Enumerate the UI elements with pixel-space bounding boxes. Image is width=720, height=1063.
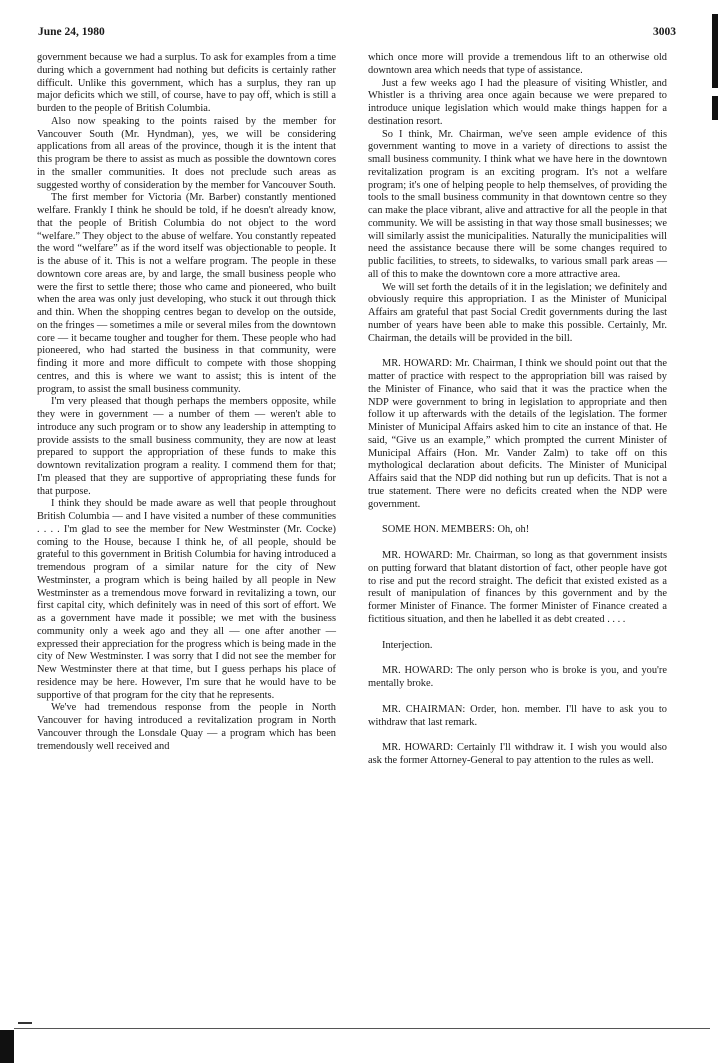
scan-edge-mark: [712, 96, 718, 120]
speech-paragraph: MR. HOWARD: Certainly I'll withdraw it. I wish you would also ask the former Attorney-General to pay attention to the rules as well.: [368, 742, 667, 766]
right-column: [368, 52, 667, 768]
paragraph: Also now speaking to the points raised by the member for Vancouver South (Mr. Hyndman), yes, we will be considering applications from all areas of the province, though it is the intent that this program be there to assist as much as possible the downtown cores in the smaller communities. It does not preclude such areas as suggested worthy of consideration by the member for Vancouver South.: [37, 115, 336, 191]
interjection: Interjection.: [382, 639, 433, 651]
scan-edge-mark: [712, 14, 718, 88]
speech-paragraph: MR. HOWARD: Mr. Chairman, so long as that government insists on putting forward that blatant distortion of fact, other people have got to rise and put the record straight. The deficit that existed existed as a result of manipulation of finances by this government and by the former Minister of Finance. The former Minister of Finance created a fictitious situation, and then he labelled it as debt created . . . .: [368, 550, 667, 625]
paragraph: The first member for Victoria (Mr. Barber) constantly mentioned welfare. Frankly I think he should be told, if he doesn't already know, that the people of British Columbia do not object to the word “welfare.” They object to the abuse of welfare. You constantly repeated the word “welfare” as if the word itself was objectionable to people. It is the abuse of it. This is not a welfare program. The people in these downtown core areas are, by and large, the small business people who were the first to settle there; those who came and pioneered, who built when the area was only just developing, who stuck it out through thick and thin. When the shopping centres began to develop on the outside, on the fringes — sometimes a mile or several miles from the downtown core — it became tougher and tougher for them. These people who had pioneered, who had started the business in that community, were finding it more and more difficult to compete with those shopping centres, and this is where we want to assist; this is intent of the program, to assist the small business community.: [37, 192, 336, 395]
paragraph: We've had tremendous response from the people in North Vancouver for having introduced a revitalization program in North Vancouver through the Lonsdale Quay — a program which has been tremendously well received and: [37, 702, 336, 752]
speech-paragraph: MR. HOWARD: The only person who is broke is you, and you're mentally broke.: [368, 665, 667, 689]
paragraph: I think they should be made aware as well that people throughout British Columbia — and I have visited a number of these communities . . . . I'm glad to see the member for New Westminster (Mr. Cocke) coming to the House, because I think he, of all people, should be grateful to this government in British Columbia for having introduced a tremendous program of a similar nature for the city of New Westminster, a program which is being hailed by all people in New Westminster as a tremendous move forward in revitalizing a town, our first capital city, which definitely was in need of this sort of effort. We as a government have made it possible; we met with the business community only a week ago and they all — one after another — expressed their appreciation for the progress which is being made in the city of New Westminster. I was sorry that I did not see the member for New Westminster there at that time, but I guess perhaps his place of residence may be here. However, I'm sure that he would have to be supportive of that program for the city that he represents.: [37, 498, 336, 701]
speech-paragraph: MR. CHAIRMAN: Order, hon. member. I'll have to ask you to withdraw that last remark.: [368, 703, 667, 728]
scan-edge-mark: [18, 1022, 32, 1024]
scan-edge-mark: [0, 1030, 14, 1063]
paragraph: I'm very pleased that though perhaps the members opposite, while they were in government — a number of them — weren't able to introduce any such program or to show any leadership in attempting to provide assists to the small business community, they are now at least prepared to support the appropriation of these funds to make this downtown revitalization program a reality. I commend them for that; I'm pleased that they are supportive of appropriating these funds for that purpose.: [37, 396, 336, 497]
paragraph: We will set forth the details of it in the legislation; we definitely and obviously require this appropriation. I as the Minister of Municipal Affairs am grateful that past Social Credit governments during the last number of years have been able to make this possible. Certainly, Mr. Chairman, the details will be provided in the bill.: [368, 281, 667, 344]
paragraph: So I think, Mr. Chairman, we've seen ample evidence of this government wanting to move in a variety of directions to assist the small business community. I think what we have here in the downtown revitalization program is an exciting program. It's not a welfare program; it's one of helping people to help themselves, of providing the tools to the small business community in that downtown centre so they can make the place vibrant, alive and attractive for all the people in that community. We will be assisting in that way those small businesses; we will similarly assist the municipalities. Naturally the municipalities will need the assistance because there will be some changes required to public facilities, to streets, to sidewalks, to various small park areas — all of this to make the downtown core a more attractive area.: [368, 128, 667, 280]
page-number: 3003: [653, 26, 676, 38]
paragraph: Just a few weeks ago I had the pleasure of visiting Whistler, and Whistler is a thriving area once again because we were prepared to introduce unique legislation which would make things happen for a destination resort.: [368, 77, 667, 127]
left-column: [37, 52, 336, 753]
speech-paragraph: SOME HON. MEMBERS: Oh, oh!: [382, 524, 530, 536]
bottom-rule: [14, 1028, 710, 1029]
page-header: [38, 26, 676, 42]
speech-paragraph: MR. HOWARD: Mr. Chairman, I think we should point out that the matter of practice with respect to the appropriation bill was raised by the Minister of Finance, who said that it was the practice when the NDP were government to bring in legislation to appropriate and then follow it up afterwards with the details of the legislation. The former Minister of Municipal Affairs asked him to cite an instance of that. He said, “Give us an example,” which prompted the current Minister of Municipal Affairs (Hon. Mr. Vander Zalm) to take off on this mythological declaration about deficits. The Minister of Municipal Affairs said that the NDP did nothing but run up deficits. That is not a true statement. There were no deficits created when the NDP were government.: [368, 358, 667, 510]
page-date: June 24, 1980: [38, 26, 105, 38]
paragraph: government because we had a surplus. To ask for examples from a time during which a government had nothing but deficits is certainly rather difficult. Unlike this government, which has a surplus, they ran up major deficits which we still, of course, have to pay off, which is still a burden to the people of British Columbia.: [37, 52, 336, 114]
paragraph: which once more will provide a tremendous lift to an otherwise old downtown area which needs that type of assistance.: [368, 52, 667, 76]
